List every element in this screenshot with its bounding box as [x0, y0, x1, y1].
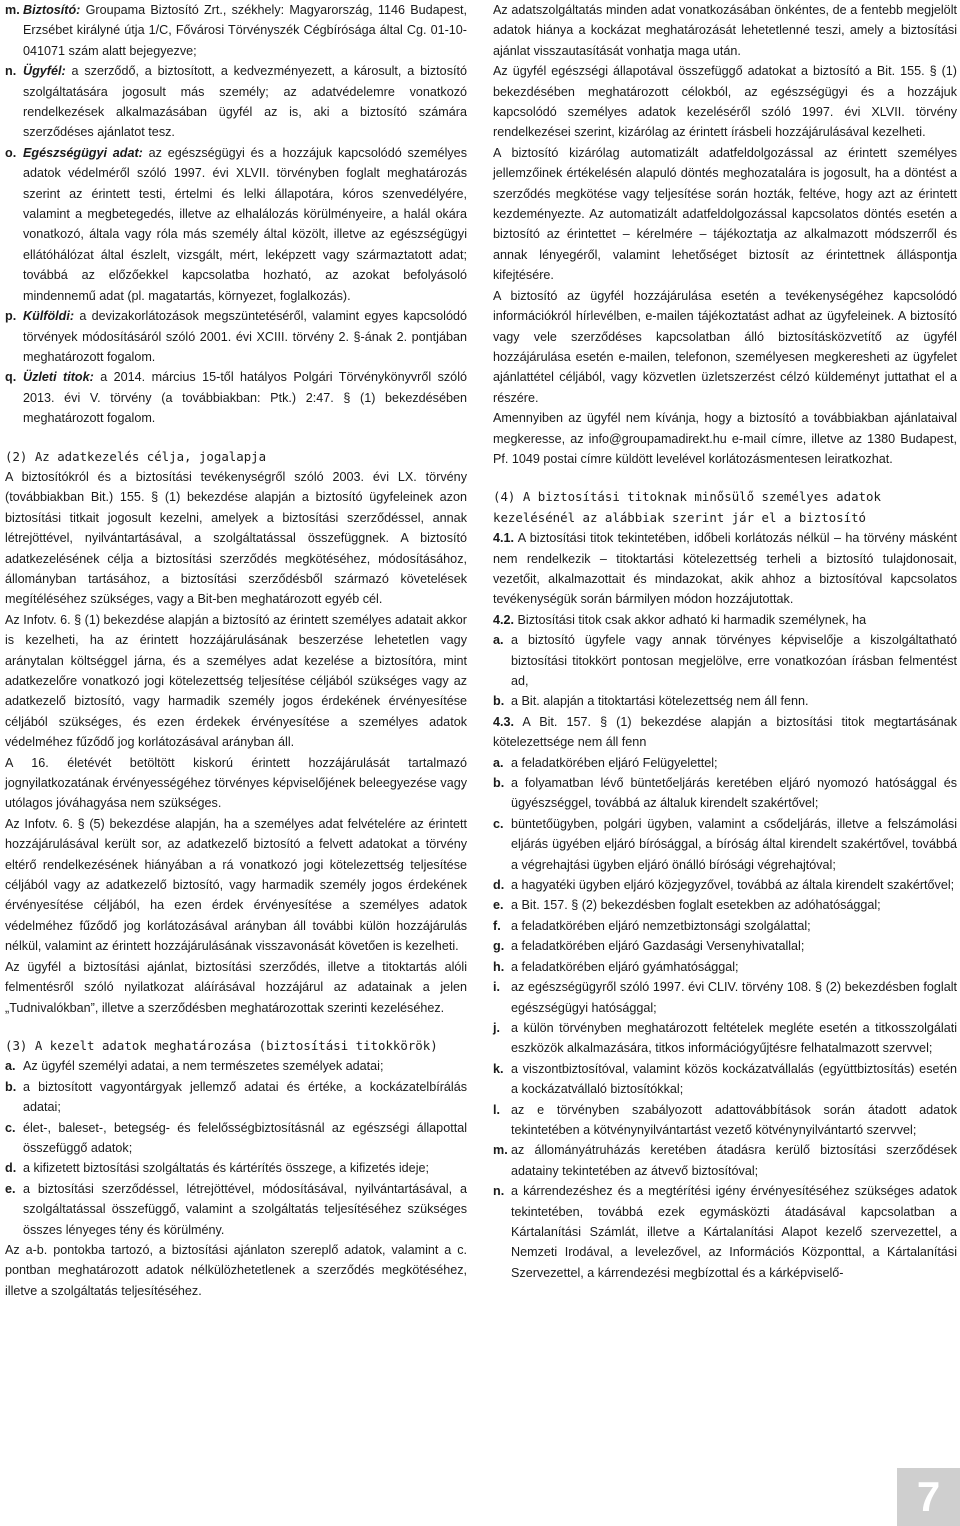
list-item: [493, 1059, 957, 1100]
item-label: b.: [5, 1079, 17, 1094]
term: Ügyfél:: [23, 64, 66, 79]
list-item: [493, 753, 957, 773]
item-text: a feladatkörében eljáró Felügyelettel;: [511, 755, 718, 770]
section-3-heading: (3) A kezelt adatok meghatározása (biztosítási titokkörök): [5, 1037, 438, 1053]
section-2-paragraph: Az Infotv. 6. § (1) bekezdése alapján a biztosító az érintett személyes adatait akkor is kezelheti, ha az érintett hozzájárulásának beszerzése lehetetlen vagy aránytalan költséggel járna, és a személyes adat kezelése a biztosítóra, mint adatkezelőre vonatkozó jogi kötelezettség teljesítése céljából szükséges vagy az adatkezelő biztosító, vagy harmadik személy jogos érdekének érvényesítése céljából szükséges, és ezen érdekek érvényesítése a személyes adatok védelméhez fűződő jog korlátozásával arányban áll.: [5, 612, 467, 750]
item-text: az e törvényben szabályozott adattovábbítások során átadott adatok tekintetében a kötvénynyilvántartást vezető kötvénynyilvántartó szervvel;: [511, 1102, 957, 1137]
item-label: m.: [5, 3, 20, 17]
subsection-text: Biztosítási titok csak akkor adható ki harmadik személynek, ha: [514, 612, 867, 627]
paragraph: A biztosító kizárólag automatizált adatfeldolgozással az érintett személyes jellemzőinek értékelésén alapuló döntés meghozatalára is jogosult, ha a döntést a szerződés megkötése vagy teljesítése során hozták, feltéve, hogy azt az érintett kezdeményezte. Az automatizált adatfeldolgozással kapcsolatos döntés esetén a biztosító az érintettet – kérelmére – tájékoztatja az alkalmazott módszerről és annak lényegéről, valamint lehetőséget biztosít az érintettnek álláspontja kifejtésére.: [493, 145, 957, 283]
section-2-heading: (2) Az adatkezelés célja, jogalapja: [5, 448, 267, 464]
item-text: a Bit. alapján a titoktartási kötelezettség nem áll fenn.: [511, 694, 809, 709]
subsection-4-3: [493, 712, 957, 753]
left-column: [5, 0, 467, 1301]
item-text: a feladatkörében eljáró Gazdasági Versenyhivatallal;: [511, 939, 805, 954]
list-item: [493, 1181, 957, 1283]
term: Üzleti titok:: [23, 370, 94, 385]
item-label: h.: [493, 959, 505, 974]
term: Biztosító:: [23, 3, 81, 17]
item-label: e.: [493, 898, 504, 913]
item-label: d.: [5, 1161, 17, 1176]
item-text: a viszontbiztosítóval, valamint közös kockázatvállalás (együttbiztosítás) esetén a kockázatvállaló biztosítókkal;: [511, 1061, 957, 1097]
subsection-label: 4.1.: [493, 531, 515, 546]
list-item: [493, 875, 957, 895]
definition-text: az egészségügyi és a hozzájuk kapcsolódó személyes adatok védelméről szóló 1997. évi XLVII. törvényben foglalt meghatározás szerint az érintett testi, értelmi és lelki állapotára, kóros szenvedélyére, valamint a megbetegedés, illetve az elhalálozás körülményeire, a halál okára vonatkozó, általa vagy róla más személy által közölt, illetve az egészségügyi ellátóhálózat által észlelt, vizsgált, mért, leképzett vagy származtatott adat; továbbá az előzőekkel kapcsolatba hozható, az azokat befolyásoló mindennemű adat (pl. magatartás, környezet, foglalkozás).: [23, 145, 467, 303]
item-label: p.: [5, 309, 17, 324]
definition-item-n: [5, 61, 467, 143]
term: Külföldi:: [23, 309, 75, 324]
subsection-text: A biztosítási titok tekintetében, időbeli korlátozás nélkül – ha törvény másként nem rendelkezik – titoktartási kötelezettség terheli a biztosító tulajdonosait, vezetőit, alkalmazottait és mindazokat, akik ahhoz a biztosítóval kapcsolatos tevékenységük során bármilyen módon hozzájutottak.: [493, 531, 957, 607]
page-number: 7: [897, 1468, 960, 1526]
section-2-paragraph: Az ügyfél a biztosítási ajánlat, biztosítási szerződés, illetve a titoktartás alóli felmentésről szóló nyilatkozat aláírásával hozzájárul az adatainak a jelen „Tudnivalókban”, illetve a szerződésben meghatározottak szerinti kezeléséhez.: [5, 959, 467, 1015]
item-label: g.: [493, 939, 505, 954]
item-label: m.: [493, 1143, 508, 1158]
definition-text: a 2014. március 15-től hatályos Polgári Törvénykönyvről szóló 2013. évi V. törvény (a továbbiakban: Ptk.) 2:47. § (1) bekezdésében meghatározott fogalom.: [23, 370, 467, 426]
list-item: [493, 773, 957, 814]
item-label: i.: [493, 980, 500, 995]
list-item: [493, 977, 957, 1018]
list-item: [493, 895, 957, 915]
subsection-text: A Bit. 157. § (1) bekezdése alapján a biztosítási titok megtartásának kötelezettsége nem áll fenn: [493, 714, 957, 750]
item-label: k.: [493, 1061, 504, 1076]
list-item: [493, 957, 957, 977]
item-label: a.: [5, 1059, 16, 1074]
item-label: n.: [493, 1184, 505, 1199]
item-text: a feladatkörében eljáró gyámhatósággal;: [511, 959, 739, 974]
item-text: a külön törvényben meghatározott feltételek megléte esetén a titkosszolgálati eszközök alkalmazására, titkos információgyűjtésre felhatalmazott szervvel;: [511, 1020, 957, 1056]
section-2-paragraph: A 16. életévét betöltött kiskorú érintett hozzájárulását tartalmazó jognyilatkozatának érvényességéhez törvényes képviselőjének beleegyezése vagy utólagos jóváhagyása nem szükséges.: [5, 755, 467, 811]
item-text: a kárrendezéshez és a megtérítési igény érvényesítéséhez szükséges adatok tekintetében, továbbá ezek egymásközti átadásával kapcsolatban a Kártalanítási Számlát, illetve a Kártalanítási Alapot kezelő szervezettel, a Nemzeti Irodával, a levelezővel, az Információs Központtal, a Kártalanítási Szervezettel, a kárrendezési megbízottal és a kárképviselő-: [511, 1184, 957, 1280]
item-label: o.: [5, 145, 17, 160]
list-item: [493, 1018, 957, 1059]
list-item: [493, 1140, 957, 1181]
item-label: b.: [493, 694, 505, 709]
item-text: a Bit. 157. § (2) bekezdésben foglalt esetekben az adóhatósággal;: [511, 898, 881, 913]
list-item: [493, 916, 957, 936]
list-item: [5, 1179, 467, 1240]
item-text: büntetőügyben, polgári ügyben, valamint a csődeljárás, illetve a felszámolási eljárás ügyében eljáró bírósággal, a bíróság által kirendelt szakértővel, továbbá a végrehajtási ügyben eljáró önálló bírósági végrehajtóval;: [511, 816, 957, 872]
item-label: c.: [5, 1120, 16, 1135]
item-text: a biztosító ügyfele vagy annak törvényes képviselője a kiszolgáltatható biztosítási titokkört pontosan megjelölve, erre vonatkozóan írásban felmentést ad,: [511, 633, 957, 688]
list-item: [5, 1056, 467, 1076]
term: Egészségügyi adat:: [23, 145, 143, 160]
item-label: b.: [493, 776, 505, 791]
list-item: [5, 1158, 467, 1178]
item-label: n.: [5, 64, 17, 79]
paragraph: Az adatszolgáltatás minden adat vonatkozásában önkéntes, de a fentebb megjelölt adatok hiánya a kockázat meghatározását lehetetlenné teszi, amely a biztosítási ajánlat visszautasítását vonhatja maga után.: [493, 3, 957, 58]
definition-item-q: [5, 367, 467, 428]
list-item: [5, 1077, 467, 1118]
item-label: a.: [493, 755, 504, 770]
list-item: [493, 814, 957, 875]
right-column: [493, 0, 957, 1283]
definition-item-o: [5, 143, 467, 306]
item-text: a biztosítási szerződéssel, létrejöttével, módosításával, nyilvántartásával, a szolgáltatással összefüggő, valamint a szolgáltatás teljesítéséhez szükséges összes lényeges tény és körülmény.: [23, 1181, 467, 1237]
definition-item-p: [5, 306, 467, 367]
item-text: Az ügyfél személyi adatai, a nem természetes személyek adatai;: [23, 1059, 384, 1074]
definition-item-m: [5, 0, 467, 61]
list-item: [5, 1118, 467, 1159]
item-text: az állományátruházás keretében átadásra kerülő biztosítási szerződések adatainy tekintetében az átvevő biztosítóval;: [511, 1143, 957, 1178]
item-label: c.: [493, 816, 504, 831]
item-text: a feladatkörében eljáró nemzetbiztonsági szolgálattal;: [511, 918, 811, 933]
item-label: a.: [493, 633, 504, 648]
section-2-paragraph: A biztosítókról és a biztosítási tevékenységről szóló 2003. évi LX. törvény (továbbiakban Bit.) 155. § (1) bekezdése alapján a biztosító ügyfeleinek azon biztosítási titkait jogosult kezelni, amelyek a biztosítási szerződéssel, annak létrejöttével, nyilvántartásával, a szolgáltatással összefüggnek. A biztosító adatkezelésének célja a biztosítási szerződés megkötéséhez, módosításához, állományban tartásához, a biztosítási szerződésből származó követelések megítéléséhez szükséges, vagy a Bit-ben meghatározott egyéb cél.: [5, 469, 467, 607]
item-label: e.: [5, 1181, 16, 1196]
item-text: élet-, baleset-, betegség- és felelősségbiztosításnál az egészségi állapottal összefüggő adatok;: [23, 1120, 467, 1155]
item-label: f.: [493, 918, 501, 933]
definition-text: Groupama Biztosító Zrt., székhely: Magyarország, 1146 Budapest, Erzsébet királyné útja 1/C, Fővárosi Törvényszék Cégbírósága által Cg. 01-10-041071 szám alatt bejegyezve;: [23, 3, 467, 58]
subsection-4-2: [493, 610, 957, 630]
item-label: q.: [5, 370, 17, 385]
section-3-closing: Az a-b. pontokba tartozó, a biztosítási ajánlaton szereplő adatok, valamint a c. pontban meghatározott adatok nélkülözhetetlenek a szerződés megkötéséhez, illetve a szolgáltatás teljesítéséhez.: [5, 1242, 467, 1298]
item-text: a folyamatban lévő büntetőeljárás keretében eljáró nyomozó hatósággal és ügyészséggel, továbbá az általuk kirendelt szakértővel;: [511, 776, 957, 811]
paragraph: A biztosító az ügyfél hozzájárulása esetén a tevékenységéhez kapcsolódó információkról hírlevélben, e-mailen tájékoztatást adhat az ügyfeleinek. A biztosító vagy vele szerződéses kapcsolatban álló biztosításközvetítő az ügyfél hozzájárulása esetén e-mailen, telefonon, személyesen megkeresheti az ügyfelet ajánlattétel céljából, vagy közvetlen üzletszerzést célzó küldeményt juttathat el a részére.: [493, 288, 957, 405]
paragraph: Az ügyfél egészségi állapotával összefüggő adatokat a biztosító a Bit. 155. § (1) bekezdésében meghatározott célokból, az egészségügyi és a hozzájuk kapcsolódó személyes adatok kezeléséről szóló 1997. évi XLVII. törvény rendelkezései szerint, kizárólag az érintett írásbeli hozzájárulásával kezelheti.: [493, 64, 957, 140]
item-text: az egészségügyről szóló 1997. évi CLIV. törvény 108. § (2) bekezdésben foglalt egészségügyi hatósággal;: [511, 980, 957, 1015]
list-item: [493, 936, 957, 956]
subsection-4-1: [493, 528, 957, 610]
paragraph: Amennyiben az ügyfél nem kívánja, hogy a biztosító a továbbiakban ajánlataival megkeresse, az info@groupamadirekt.hu e-mail címre, illetve az 1380 Budapest, Pf. 1049 postai címre küldött levelével korlátozásmentesen leiratkozhat.: [493, 411, 957, 466]
item-label: l.: [493, 1102, 500, 1117]
subsection-label: 4.2.: [493, 612, 515, 627]
definition-text: a devizakorlátozások megszüntetéséről, valamint egyes kapcsolódó törvények módosításáról szóló 2001. évi XCIII. törvény 2. §-ának 2. pontjában meghatározott fogalom.: [23, 309, 467, 364]
definition-text: a szerződő, a biztosított, a kedvezményezett, a károsult, a biztosító szolgáltatására jogosult más személy; az adatvédelemre vonatkozó rendelkezések alkalmazásában ügyfél az is, aki a biztosító számára szerződéses ajánlatot tesz.: [23, 64, 467, 140]
subsection-label: 4.3.: [493, 714, 515, 729]
item-text: a kifizetett biztosítási szolgáltatás és kártérítés összege, a kifizetés ideje;: [23, 1161, 429, 1176]
item-text: a hagyatéki ügyben eljáró közjegyzővel, továbbá az általa kirendelt szakértővel;: [511, 878, 955, 893]
list-item: [493, 691, 957, 711]
list-item: [493, 1100, 957, 1141]
item-text: a biztosított vagyontárgyak jellemző adatai és értéke, a kockázatelbírálás adatai;: [23, 1079, 467, 1115]
item-label: j.: [493, 1020, 500, 1035]
section-4-heading: (4) A biztosítási titoknak minősülő személyes adatok kezelésénél az alábbiak szerint jár el a biztosító: [493, 489, 881, 525]
item-label: d.: [493, 878, 505, 893]
section-2-paragraph: Az Infotv. 6. § (5) bekezdése alapján, ha a személyes adat felvételére az érintett hozzájárulásával került sor, az adatkezelő biztosító a felvett adatokat a törvény eltérő rendelkezésének hiányában a rá vonatkozó jogi kötelezettség teljesítése céljából vagy az adatkezelő biztosító, vagy harmadik személy jogos érdekének érvényesítése céljából, ha ezen érdek érvényesítése a személyes adatok védelméhez fűződő jog korlátozásával arányban áll további külön hozzájárulás nélkül, valamint az érintett hozzájárulásának visszavonását követően is kezelheti.: [5, 816, 467, 954]
list-item: [493, 630, 957, 691]
